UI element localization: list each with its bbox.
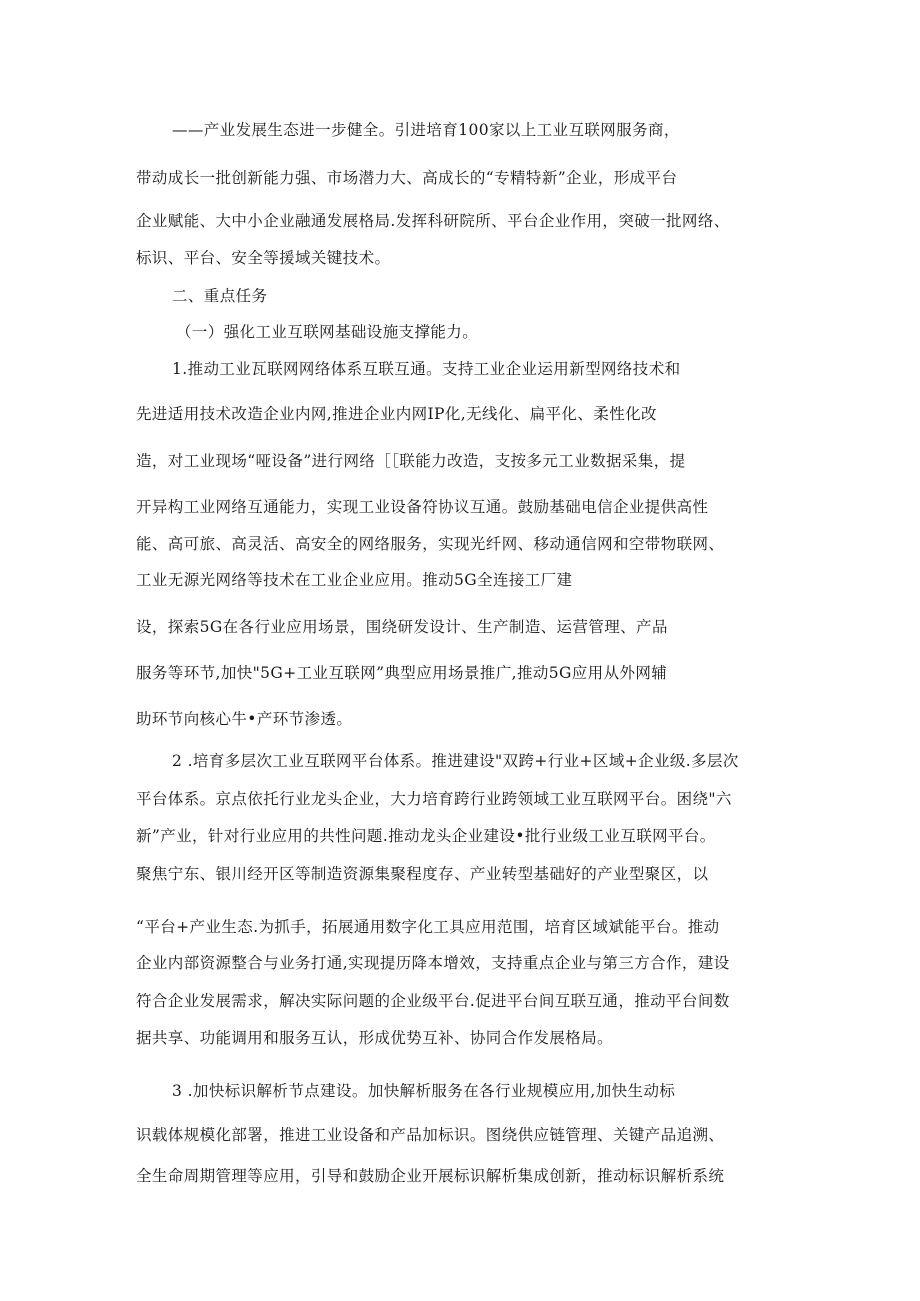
paragraph-line: 造，对工业现场“哑设备”进行网络［［联能力改造，支按多元工业数据采集，提 (136, 452, 686, 470)
paragraph-line: 符合企业发展需求，解决实际问题的企业级平台.促进平台间互联互通，推动平台间数 (136, 992, 730, 1010)
paragraph-line: 助环节向核心牛•产环节渗透。 (136, 710, 353, 728)
paragraph-line: 据共享、功能调用和服务互认，形成优势互补、协同合作发展格局。 (136, 1029, 614, 1047)
paragraph-line: 3 .加快标识解析节点建设。加快解析服务在各行业规模应用,加快生动标 (172, 1082, 676, 1100)
paragraph-line: 带动成长一批创新能力强、市场潜力大、高成长的“专精特新”企业，形成平台 (136, 169, 678, 187)
paragraph-line: 平台体系。京点依托行业龙头企业，大力培育跨行业跨领域工业互联网平台。困绕"六 (136, 790, 732, 808)
subsection-heading: （一）强化工业互联网基础设施支撑能力。 (176, 323, 479, 341)
paragraph-line: 2 .培育多层次工业互联网平台体系。推进建设"双跨+行业+区域+企业级.多层次 (172, 752, 739, 770)
paragraph-line: 企业赋能、大中小企业融通发展格局.发挥科研院所、平台企业作用，突破一批网络、 (136, 212, 730, 230)
paragraph-line: “平台+产业生态.为抓手，拓展通用数字化工具应用范围，培育区域斌能平台。推动 (136, 918, 720, 936)
paragraph-line: ——产业发展生态进一步健全。引进培育100家以上工业互联网服务商， (172, 121, 680, 139)
paragraph-line: 开异构工业网络互通能力，实现工业设备符协议互通。鼓励基础电信企业提供高性 (136, 498, 709, 516)
paragraph-line: 先进适用技术改造企业内网,推进企业内网IP化,无线化、扁平化、柔性化改 (136, 405, 657, 423)
paragraph-line: 能、高可旅、高灵活、高安全的网络服务，实现光纤网、移动通信网和空带物联网、 (136, 535, 725, 553)
paragraph-line: 服务等环节,加快"5G+工业互联网”典型应用场景推广,推动5G应用从外网辅 (136, 664, 668, 682)
paragraph-line: 企业内部资源整合与业务打通,实现提历降本增效，支持重点企业与第三方合作，建设 (136, 954, 730, 972)
paragraph-line: 识载体规模化部署，推进工业设备和产品加标识。图绕供应链管理、关键产品追溯、 (136, 1126, 725, 1144)
paragraph-line: 聚焦宁东、银川经开区等制造资源集聚程度存、产业转型基础好的产业型聚区，以 (136, 865, 709, 883)
paragraph-line: 1.推动工业瓦联网网络体系互联互通。支持工业企业运用新型网络技术和 (172, 360, 681, 378)
paragraph-line: 设，探索5G在各行业应用场景，围绕研发设计、生产制造、运营管理、产品 (136, 618, 668, 636)
paragraph-line: 全生命周期管理等应用，引导和鼓励企业开展标识解析集成创新，推动标识解析系统 (136, 1167, 725, 1185)
paragraph-line: 工业无源光网络等技术在工业企业应用。推动5G全连接工厂建 (136, 571, 573, 589)
paragraph-line: 标识、平台、安全等援域关键技术。 (136, 249, 391, 267)
paragraph-line: 新”产业，针对行业应用的共性问题.推动龙头企业建设•批行业级工业互联网平台。 (136, 827, 716, 845)
section-heading: 二、重点任务 (172, 287, 268, 305)
